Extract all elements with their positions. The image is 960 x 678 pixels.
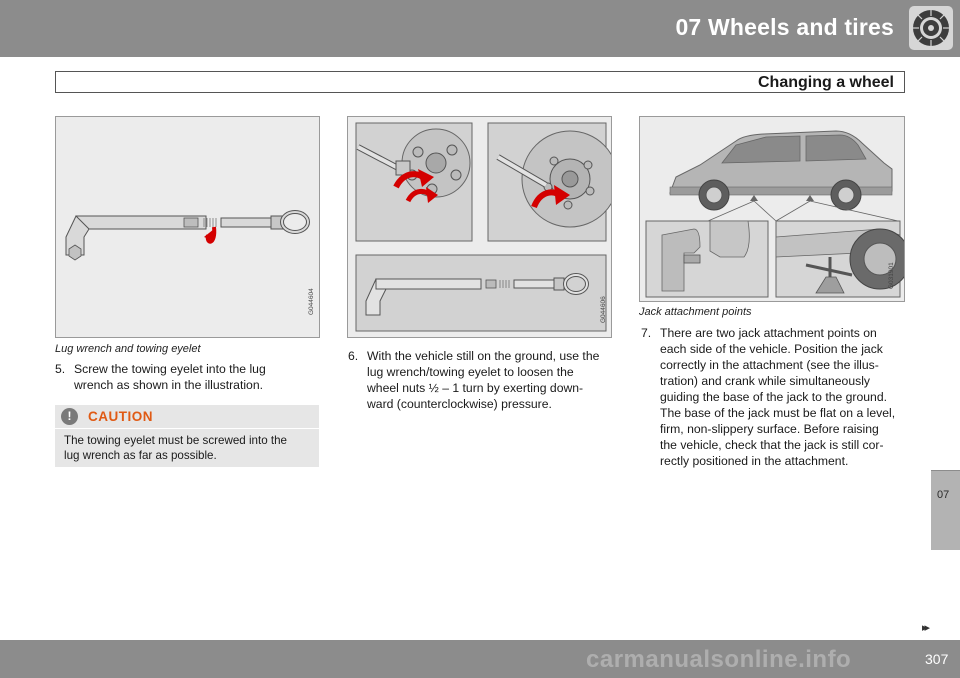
figure-loosen-nuts xyxy=(347,116,612,338)
figure-caption: Jack attachment points xyxy=(639,306,752,318)
figure-code: G044606 xyxy=(600,296,607,323)
figure-code: G044604 xyxy=(308,288,315,315)
step-line: the vehicle, check that the jack is still cor- xyxy=(660,438,884,452)
caution-text xyxy=(64,433,287,463)
step-line: wrench as shown in the illustration. xyxy=(74,378,264,392)
section-bar xyxy=(55,71,905,93)
chapter-side-tab xyxy=(931,470,960,550)
caution-title: CAUTION xyxy=(88,409,153,424)
step-line: Screw the towing eyelet into the lug xyxy=(74,362,266,376)
warning-icon: ! xyxy=(61,408,78,425)
figure-caption: Lug wrench and towing eyelet xyxy=(55,343,201,355)
step-line: With the vehicle still on the ground, use the xyxy=(367,349,600,363)
caution-box xyxy=(55,405,319,467)
figure-jack-points xyxy=(639,116,905,302)
figure-lug-wrench xyxy=(55,116,320,338)
step-line: The base of the jack must be flat on a level, xyxy=(660,406,896,420)
step-line: correctly in the attachment (see the illus- xyxy=(660,358,879,372)
step-line: guiding the base of the jack to the ground. xyxy=(660,390,887,404)
step-line: rectly positioned in the attachment. xyxy=(660,454,849,468)
step-number: 6. xyxy=(348,349,359,363)
caution-header xyxy=(55,405,319,428)
step-line: wheel nuts ½ – 1 turn by exerting down- xyxy=(367,381,584,395)
chapter-title: 07 Wheels and tires xyxy=(675,14,894,40)
caution-line: lug wrench as far as possible. xyxy=(64,449,217,462)
chapter-tab-label: 07 xyxy=(937,489,950,501)
loosen-nuts-illustration xyxy=(348,117,611,337)
caution-line: The towing eyelet must be screwed into the xyxy=(64,434,287,447)
step-line: lug wrench/towing eyelet to loosen the xyxy=(367,365,574,379)
step-7 xyxy=(641,325,895,469)
step-number: 7. xyxy=(641,326,652,340)
page-number: 307 xyxy=(925,651,949,667)
jack-points-illustration xyxy=(640,117,904,301)
step-5 xyxy=(55,361,266,393)
side-tab-divider xyxy=(931,470,960,471)
section-title: Changing a wheel xyxy=(757,74,894,91)
watermark: carmanualsonline.info xyxy=(586,646,852,673)
step-line: each side of the vehicle. Position the jack xyxy=(660,342,883,356)
step-line: tration) and crank while simultaneously xyxy=(660,374,870,388)
step-line: ward (counterclockwise) pressure. xyxy=(367,397,552,411)
tire-icon xyxy=(909,6,953,50)
step-line: firm, non-slippery surface. Before raising xyxy=(660,422,879,436)
figure-code: G031901 xyxy=(888,262,895,289)
step-line: There are two jack attachment points on xyxy=(660,326,877,340)
caution-divider xyxy=(55,428,319,429)
step-6 xyxy=(348,348,599,412)
lug-wrench-illustration xyxy=(56,117,319,337)
next-page-arrows-icon: ▸▸ xyxy=(922,622,928,634)
step-number: 5. xyxy=(55,362,66,376)
